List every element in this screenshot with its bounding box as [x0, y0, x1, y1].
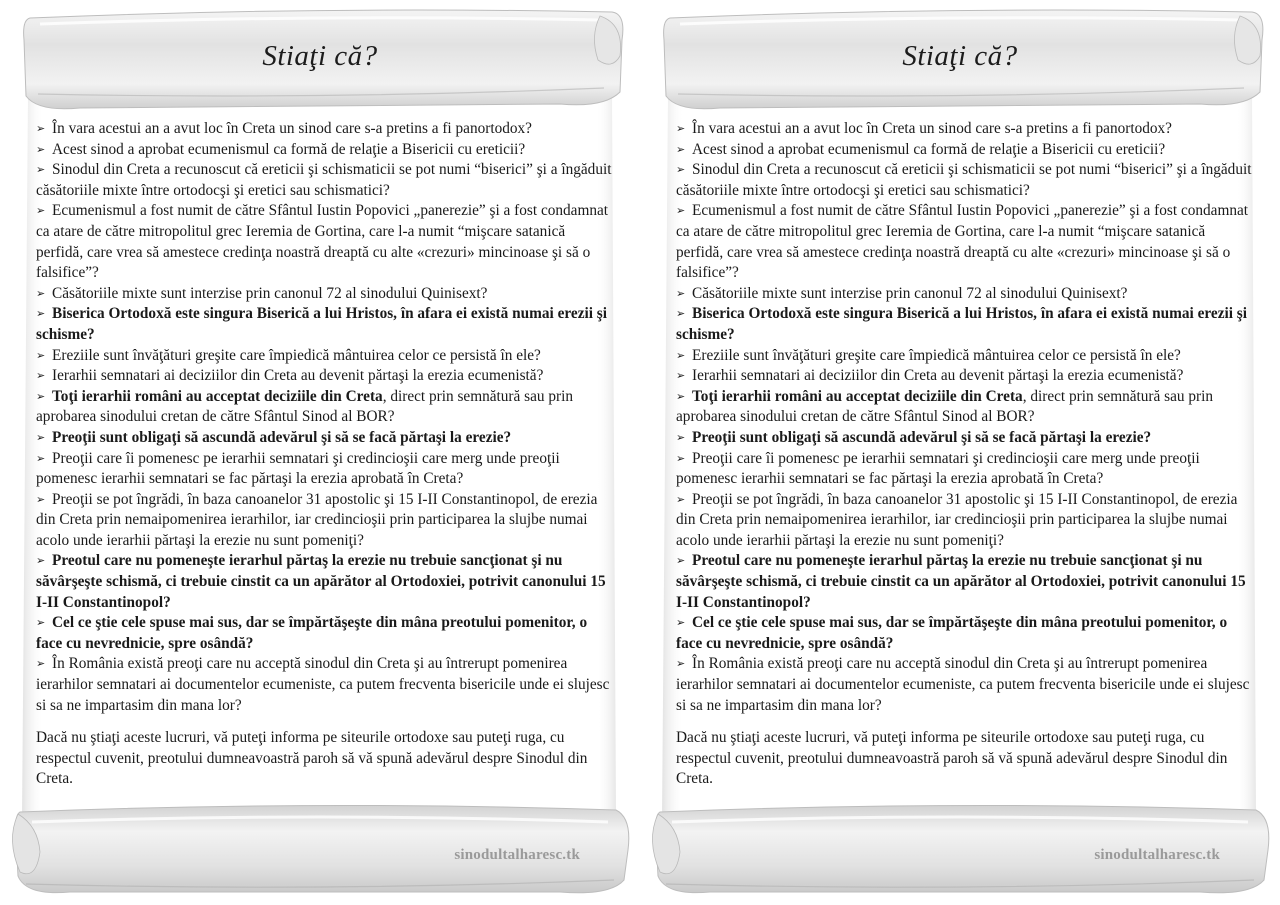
bold-question-text: Biserica Ortodoxă este singura Biserică a lui Hristos, în afara ei există numai erezii şi schisme?: [36, 305, 608, 343]
arrow-bullet-icon: ➢: [676, 308, 686, 321]
list-item: [676, 140, 1252, 161]
list-item: [676, 119, 1252, 140]
list-item: [676, 654, 1252, 716]
bold-question-text: Cel ce ştie cele spuse mai sus, dar se împărtăşeşte din mâna preotului pomenitor, o face cu nevrednicie, spre osândă?: [676, 614, 1228, 652]
arrow-bullet-icon: ➢: [676, 205, 686, 218]
bold-question-text: Preoţii sunt obligaţi să ascundă adevărul şi să se facă părtaşi la erezie?: [692, 428, 1152, 446]
list-item: [36, 119, 612, 140]
question-text: În România există preoţi care nu acceptă sinodul din Creta şi au întrerupt pomenirea ierarhilor semnatari ai documentelor ecumeniste, ca putem frecventa bisericile unde ei slujesc si sa ne impartasim din mana lor?: [36, 655, 610, 714]
question-text: Sinodul din Creta a recunoscut că ereticii şi schismaticii se pot numi “biserici” şi a îngăduit căsătoriile mixte între ortodocşi şi eretici sau schismatici?: [36, 161, 612, 199]
question-text: În vara acestui an a avut loc în Creta un sinod care s-a pretins a fi panortodox?: [52, 120, 532, 137]
question-text: Preoţii se pot îngrădi, în baza canoanelor 31 apostolic şi 15 I-II Constantinopol, de erezia din Creta prin nemaipomenirea ierarhilor, iar credincioşii prin participarea la slujbe numai acolo unde ierarhii părtaşi la erezie nu sunt pomeniţi?: [36, 490, 598, 549]
question-text: Căsătoriile mixte sunt interzise prin canonul 72 al sinodului Quinisext?: [692, 284, 1128, 302]
arrow-bullet-icon: ➢: [36, 493, 46, 506]
arrow-bullet-icon: ➢: [36, 431, 46, 444]
question-text: Acest sinod a aprobat ecumenismul ca formă de relaţie a Bisericii cu ereticii?: [692, 140, 1166, 158]
list-item: [36, 304, 612, 345]
arrow-bullet-icon: ➢: [676, 123, 686, 135]
list-item: [676, 387, 1252, 428]
question-list: [36, 119, 612, 790]
question-text: Preoţii care îi pomenesc pe ierarhii semnatari şi credincioşii care merg unde preoţii pomenesc ierarhii semnatari se fac părtaşi la erezia aprobată în Creta?: [36, 449, 560, 488]
question-text: În vara acestui an a avut loc în Creta un sinod care s-a pretins a fi panortodox?: [692, 120, 1172, 137]
arrow-bullet-icon: ➢: [676, 349, 686, 362]
list-item: [36, 613, 612, 654]
arrow-bullet-icon: ➢: [36, 205, 46, 218]
arrow-bullet-icon: ➢: [676, 493, 686, 506]
question-text: Ecumenismul a fost numit de către Sfântul Iustin Popovici „panerezie” şi a fost condamnat ca atare de către mitropolitul grec Ieremia de Gortina, care l-a numit “mişcare satanică perfidă, care vrea să amestece credinţa noastră dreaptă cu alte «crezuri» mincinoase şi să o falsifice”?: [36, 202, 609, 282]
closing-paragraph: Dacă nu ştiaţi aceste lucruri, vă puteţi informa pe siteurile ortodoxe sau puteţi ruga, cu respectul cuvenit, preotului dumneavoastră paroh să vă spună adevărul despre Sinodul din Creta.: [36, 729, 588, 788]
question-text: Ereziile sunt învăţături greşite care împiedică mântuirea celor ce persistă în ele?: [692, 346, 1181, 364]
question-text: Acest sinod a aprobat ecumenismul ca formă de relaţie a Bisericii cu ereticii?: [52, 140, 526, 158]
arrow-bullet-icon: ➢: [676, 617, 686, 630]
list-item: [36, 387, 612, 428]
arrow-bullet-icon: ➢: [36, 123, 46, 135]
list-item: [676, 160, 1252, 201]
list-item: [676, 284, 1252, 305]
question-text: Ecumenismul a fost numit de către Sfântul Iustin Popovici „panerezie” şi a fost condamnat ca atare de către mitropolitul grec Ieremia de Gortina, care l-a numit “mişcare satanică perfidă, care vrea să amestece credinţa noastră dreaptă cu alte «crezuri» mincinoase şi să o falsifice”?: [676, 202, 1249, 282]
bold-question-text: Cel ce ştie cele spuse mai sus, dar se împărtăşeşte din mâna preotului pomenitor, o face cu nevrednicie, spre osândă?: [36, 614, 588, 652]
list-item: [36, 551, 612, 613]
list-item: [676, 304, 1252, 345]
list-item: [676, 551, 1252, 613]
arrow-bullet-icon: ➢: [36, 390, 46, 403]
bold-question-text: Biserica Ortodoxă este singura Biserică a lui Hristos, în afara ei există numai erezii şi schisme?: [676, 305, 1248, 343]
question-text: Sinodul din Creta a recunoscut că ereticii şi schismaticii se pot numi “biserici” şi a îngăduit căsătoriile mixte între ortodocşi şi eretici sau schismatici?: [676, 161, 1252, 199]
bold-question-text: Toţi ierarhii români au acceptat deciziile din Creta: [52, 387, 383, 405]
list-item: [36, 490, 612, 552]
list-item: [36, 140, 612, 161]
question-text: Preoţii care îi pomenesc pe ierarhii semnatari şi credincioşii care merg unde preoţii pomenesc ierarhii semnatari se fac părtaşi la erezia aprobată în Creta?: [676, 449, 1200, 488]
list-item: [36, 366, 612, 387]
list-item: [36, 160, 612, 201]
question-text: Ierarhii semnatari ai deciziilor din Creta au devenit părtaşi la erezia ecumenistă?: [52, 367, 544, 385]
question-text: Ierarhii semnatari ai deciziilor din Creta au devenit părtaşi la erezia ecumenistă?: [692, 367, 1184, 385]
list-item: [36, 346, 612, 367]
list-item: [676, 449, 1252, 490]
website-link[interactable]: sinodultalharesc.tk: [1094, 847, 1220, 863]
list-item: [676, 366, 1252, 387]
arrow-bullet-icon: ➢: [676, 287, 686, 300]
arrow-bullet-icon: ➢: [36, 617, 46, 630]
arrow-bullet-icon: ➢: [676, 143, 686, 156]
list-item: [36, 654, 612, 716]
arrow-bullet-icon: ➢: [676, 658, 686, 671]
question-text: Căsătoriile mixte sunt interzise prin canonul 72 al sinodului Quinisext?: [52, 284, 488, 302]
arrow-bullet-icon: ➢: [676, 452, 686, 465]
bold-question-text: Preotul care nu pomeneşte ierarhul părtaş la erezie nu trebuie sancţionat şi nu săvârşeşte schismă, ci trebuie cinstit ca un apărător al Ortodoxiei, potrivit canonului 15 I-II Constantinopol?: [676, 552, 1246, 611]
list-item: [36, 284, 612, 305]
website-link[interactable]: sinodultalharesc.tk: [454, 847, 580, 863]
bold-question-text: Preoţii sunt obligaţi să ascundă adevărul şi să se facă părtaşi la erezie?: [52, 428, 512, 446]
closing-paragraph: Dacă nu ştiaţi aceste lucruri, vă puteţi informa pe siteurile ortodoxe sau puteţi ruga, cu respectul cuvenit, preotului dumneavoastră paroh să vă spună adevărul despre Sinodul din Creta.: [676, 729, 1228, 788]
list-item: [36, 449, 612, 490]
arrow-bullet-icon: ➢: [36, 555, 46, 568]
arrow-bullet-icon: ➢: [36, 287, 46, 300]
question-text: Preoţii se pot îngrădi, în baza canoanelor 31 apostolic şi 15 I-II Constantinopol, de erezia din Creta prin nemaipomenirea ierarhilor, iar credincioşii prin participarea la slujbe numai acolo unde ierarhii părtaşi la erezie nu sunt pomeniţi?: [676, 490, 1238, 549]
list-item: [36, 201, 612, 283]
question-text: Ereziile sunt învăţături greşite care împiedică mântuirea celor ce persistă în ele?: [52, 346, 541, 364]
arrow-bullet-icon: ➢: [676, 390, 686, 403]
arrow-bullet-icon: ➢: [36, 164, 46, 177]
question-text: , direct prin semnătură sau prin aprobarea sinodului cretan de către Sfântul Sinod al BOR?: [676, 387, 1213, 426]
list-item: [36, 428, 612, 449]
list-item: [676, 490, 1252, 552]
list-item: [676, 201, 1252, 283]
arrow-bullet-icon: ➢: [676, 555, 686, 568]
question-list: [676, 119, 1252, 790]
arrow-bullet-icon: ➢: [36, 143, 46, 156]
scroll-page-right: [640, 0, 1280, 905]
list-item: [676, 613, 1252, 654]
arrow-bullet-icon: ➢: [36, 452, 46, 465]
bold-question-text: Toţi ierarhii români au acceptat deciziile din Creta: [692, 387, 1023, 405]
arrow-bullet-icon: ➢: [676, 370, 686, 383]
arrow-bullet-icon: ➢: [36, 658, 46, 671]
arrow-bullet-icon: ➢: [676, 431, 686, 444]
question-text: , direct prin semnătură sau prin aprobarea sinodului cretan de către Sfântul Sinod al BOR?: [36, 387, 573, 426]
list-item: [676, 346, 1252, 367]
page-title: Stiaţi că?: [262, 40, 378, 72]
arrow-bullet-icon: ➢: [36, 349, 46, 362]
question-text: În România există preoţi care nu acceptă sinodul din Creta şi au întrerupt pomenirea ierarhilor semnatari ai documentelor ecumeniste, ca putem frecventa bisericile unde ei slujesc si sa ne impartasim din mana lor?: [676, 655, 1250, 714]
page-title: Stiaţi că?: [902, 40, 1018, 72]
arrow-bullet-icon: ➢: [36, 370, 46, 383]
bold-question-text: Preotul care nu pomeneşte ierarhul părtaş la erezie nu trebuie sancţionat şi nu săvârşeşte schismă, ci trebuie cinstit ca un apărător al Ortodoxiei, potrivit canonului 15 I-II Constantinopol?: [36, 552, 606, 611]
arrow-bullet-icon: ➢: [36, 308, 46, 321]
list-item: [676, 428, 1252, 449]
arrow-bullet-icon: ➢: [676, 164, 686, 177]
